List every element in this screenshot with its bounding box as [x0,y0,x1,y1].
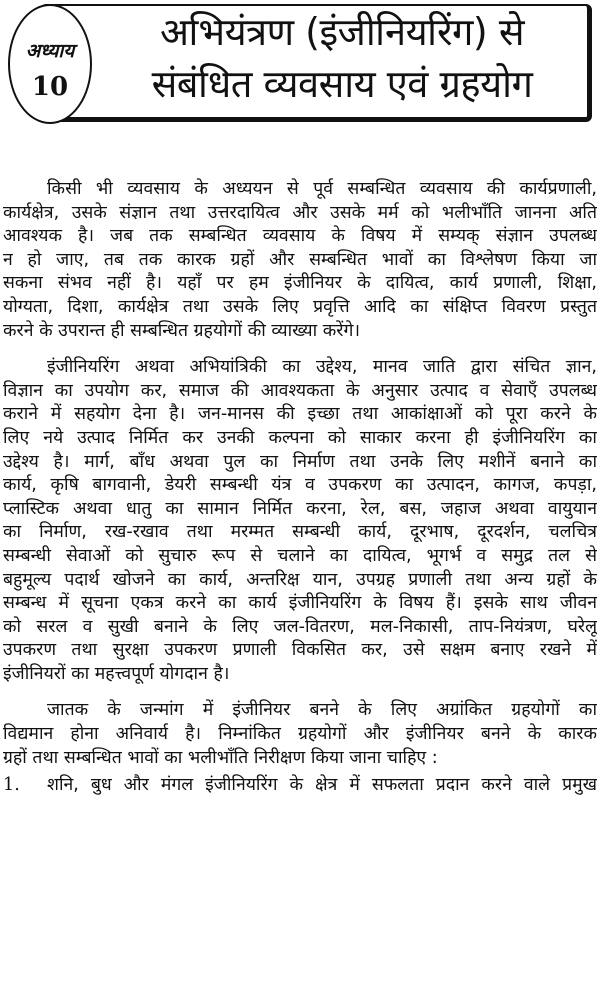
paragraph-spacer [3,343,597,356]
chapter-title [98,6,586,110]
text-line: विद्यमान होना अनिवार्य है। निम्नांकित ग्रहयोगों और इंजीनियर बनने के कारक [3,724,597,745]
list-item-number: 1. [3,775,20,796]
text-line: योग्यता, दिशा, कार्यक्षेत्र तथा उसके लिए प्रवृत्ति आदि का संक्षिप्त विवरण प्रस्तुत [3,296,597,317]
text-line: को सरल व सुखी बनाने के लिए जल-वितरण, मल-निकासी, ताप-नियंत्रण, घरेलू [3,616,597,637]
text-line: आवश्यक है। जब तक सम्बन्धित व्यवसाय के विषय में सम्यक् संज्ञान उपलब्ध [3,226,597,247]
text-line: इंजीनियरिंग अथवा अभियांत्रिकी का उद्देश्य, मानव जाति द्वारा संचित ज्ञान, [47,357,597,378]
text-line: का निर्माण, रख-रखाव तथा मरम्मत सम्बन्धी कार्य, दूरभाष, दूरदर्शन, चलचित्र [3,522,597,543]
paragraph-spacer [3,686,597,699]
text-line: प्लास्टिक अथवा धातु का सामान निर्मित करना, रेल, बस, जहाज अथवा वायुयान [3,498,597,519]
text-line: सकना संभव नहीं है। यहाँ पर हम इंजीनियर के दायित्व, कार्य प्रणाली, शिक्षा, [3,273,597,294]
chapter-number-badge [8,4,92,124]
text-line: विज्ञान का उपयोग कर, समाज की आवश्यकता के अनुसार उत्पाद व सेवाएँ उपलब्ध [3,380,597,401]
chapter-title-line-1: अभियंत्रण (इंजीनियरिंग) से [159,10,525,54]
numbered-list-item [3,774,597,798]
chapter-label: अध्याय [25,40,75,62]
text-line: सम्बन्ध में सूचना एकत्र करने का कार्य इंजीनियरिंग के विषय हैं। इसके साथ जीवन [3,593,597,614]
text-line: जातक के जन्मांग में इंजीनियर बनने के लिए अग्रांकित ग्रहयोगों का [47,700,597,721]
paragraph-3 [3,699,597,770]
text-line: बहुमूल्य पदार्थ खोजने का कार्य, अन्तरिक्ष यान, उपग्रह प्रणाली तथा अन्य ग्रहों के [3,569,597,590]
text-line: उद्देश्य है। मार्ग, बाँध अथवा पुल का निर्माण तथा उनके लिए मशीनें बनाने का [3,451,597,472]
text-line: इंजीनियरों का महत्त्वपूर्ण योगदान है। [3,663,230,684]
text-line: किसी भी व्यवसाय के अध्ययन से पूर्व सम्बन्धित व्यवसाय की कार्यप्रणाली, [47,179,597,199]
text-line: कराने में सहयोग देना है। जन-मानस की इच्छा तथा आकांक्षाओं को पूरा करने के [3,404,597,425]
text-line: सम्बन्धी सेवाओं को सुचारु रूप से चलाने का दायित्व, भूगर्भ व समुद्र तल से [3,545,597,566]
chapter-body [3,178,597,798]
text-line: लिए नये उत्पाद निर्मित कर उनकी कल्पना को साकार करना ही इंजीनियरिंग का [3,427,597,448]
text-line: कार्य, कृषि बागवानी, डेयरी सम्बन्धी यंत्र व उपकरण का उत्पादन, कागज, कपड़ा, [3,475,597,496]
paragraph-1 [3,178,597,343]
text-line: ग्रहों तथा सम्बन्धित भावों का भलीभाँति निरीक्षण किया जाना चाहिए : [3,747,438,768]
text-line: कार्यक्षेत्र, उसके संज्ञान तथा उत्तरदायित्व और उसके मर्म को भलीभाँति जानना अति [3,202,597,223]
text-line: करने के उपरान्त ही सम्बन्धित ग्रहयोगों की व्याख्या करेंगे। [3,320,361,341]
paragraph-2 [3,356,597,686]
text-line: न हो जाए, तब तक कारक ग्रहों और सम्बन्धित भावों का विश्लेषण किया जा [3,249,597,270]
chapter-title-line-2: संबंधित व्यवसाय एवं ग्रहयोग [151,62,533,106]
chapter-number: 10 [31,72,69,102]
text-line: उपकरण तथा सुरक्षा उपकरण प्रणाली विकसित कर, उसे सक्षम बनाए रखने में [3,640,597,661]
chapter-header [0,0,600,130]
list-item-text: शनि, बुध और मंगल इंजीनियरिंग के क्षेत्र में सफलता प्रदान करने वाले प्रमुख [47,775,597,796]
